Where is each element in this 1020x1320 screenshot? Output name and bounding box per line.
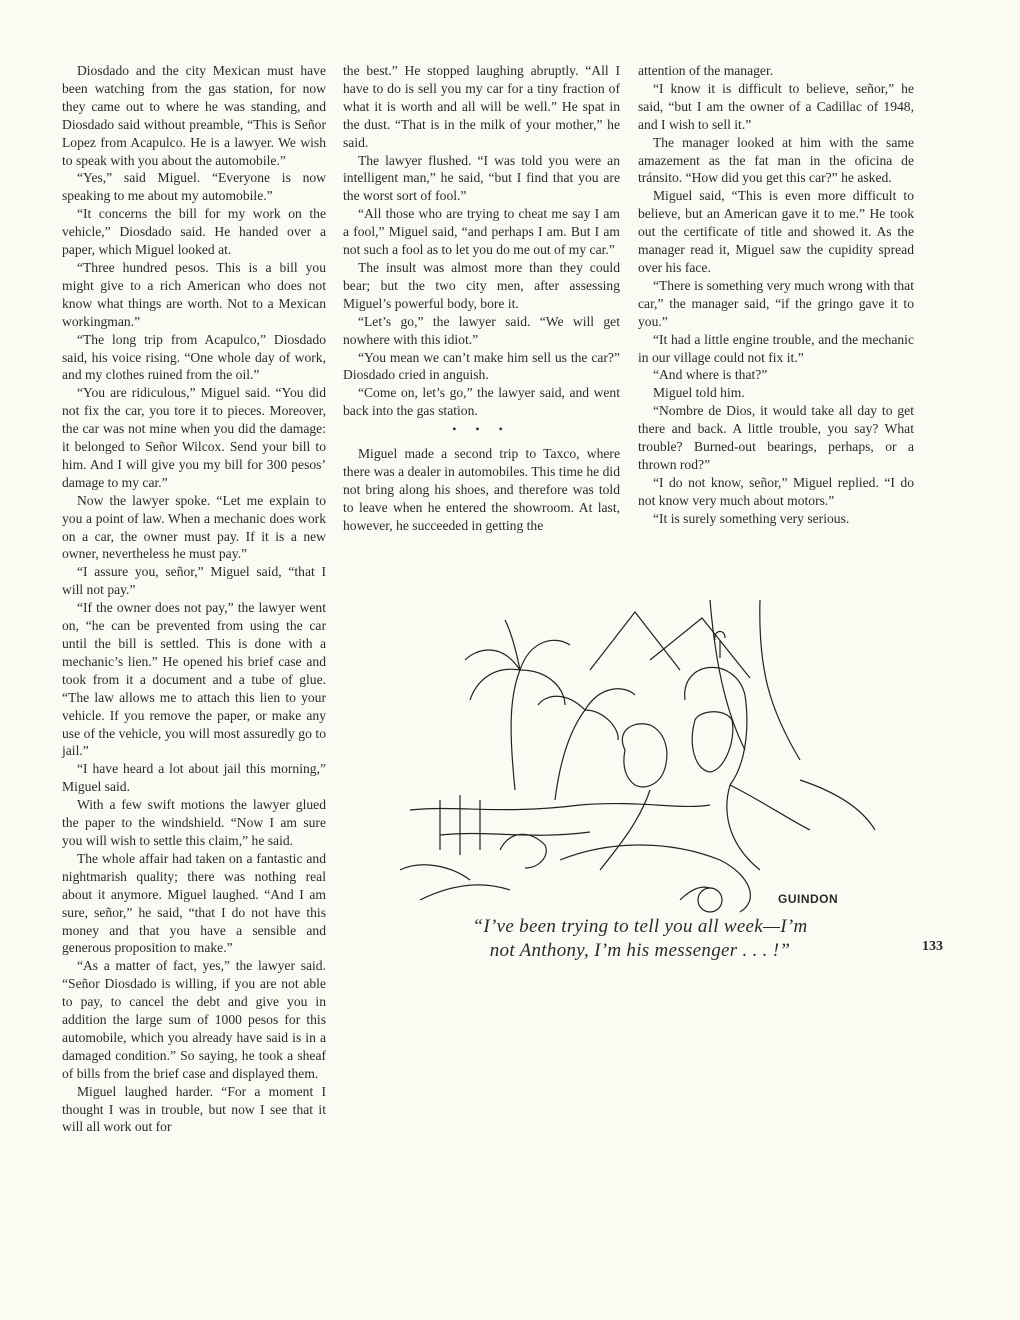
- paragraph: “Three hundred pesos. This is a bill you might give to a rich American who does not know what things are worth. Not to a Mexican workingman.”: [62, 259, 326, 329]
- paragraph: “If the owner does not pay,” the lawyer went on, “he can be prevented from using the car until the bill is settled. This is done with a mechanic’s lien.” He opened his brief case and took from it a document and a tube of glue. “The law allows me to attach this lien to your vehicle. If you remove the paper, or make any use of the vehicle, you will most assuredly go to jail.”: [62, 600, 326, 759]
- paragraph: “All those who are trying to cheat me say I am a fool,” Miguel said, “and perhaps I am. But I am not such a fool as to let you do me out of my car.”: [343, 206, 620, 258]
- paragraph: “You are ridiculous,” Miguel said. “You did not fix the car, you tore it to pieces. Moreover, the car was not mine when you did the damage: it belonged to Señor Wilcox. Send your bill to him. And I will give you my bill for 300 pesos’ damage to my car.”: [62, 385, 326, 490]
- paragraph: “Nombre de Dios, it would take all day to get there and back. A little trouble, you say? What trouble? Burned-out bearings, perhaps, or a thrown rod?”: [638, 403, 914, 472]
- paragraph: “It is surely something very serious.: [652, 510, 850, 526]
- paragraph: The insult was almost more than they could bear; but the two city men, after assessing Miguel’s powerful body, bore it.: [343, 259, 620, 311]
- text-column-2-bottom: [343, 445, 620, 535]
- cartoon-illustration: [380, 600, 880, 920]
- paragraph: “I do not know, señor,” Miguel replied. “I do not know very much about motors.”: [638, 474, 914, 508]
- paragraph: “Let’s go,” the lawyer said. “We will get nowhere with this idiot.”: [343, 313, 620, 347]
- paragraph: “I have heard a lot about jail this morning,” Miguel said.: [62, 761, 326, 795]
- paragraph: Diosdado and the city Mexican must have been watching from the gas station, for now they came out to where he was standing, and Diosdado said without preamble, “This is Señor Lopez from Acapulco. He is a lawyer. We wish to speak with you about the automobile.”: [62, 63, 326, 168]
- page-number: 133: [922, 939, 943, 954]
- paragraph: “It had a little engine trouble, and the mechanic in our village could not fix it.”: [638, 331, 914, 365]
- paragraph: “Yes,” said Miguel. “Everyone is now speaking to me about my automobile.”: [62, 170, 326, 204]
- paragraph: “Come on, let’s go,” the lawyer said, and went back into the gas station.: [343, 385, 620, 419]
- paragraph: the best.” He stopped laughing abruptly. “All I have to do is sell you my car for a tiny fraction of what it is worth and all will be well.” He spat in the dust. “That is in the milk of your mother,” he said.: [343, 63, 620, 150]
- cartoon-caption: [400, 915, 880, 963]
- section-separator: • • •: [452, 422, 511, 437]
- paragraph: “As a matter of fact, yes,” the lawyer said. “Señor Diosdado is willing, if you are not able to pay, to cancel the debt and give you in addition the large sum of 1000 pesos for this automobile, which you already have said is in a damaged condition.” So saying, he took a sheaf of bills from the brief case and displayed them.: [62, 958, 326, 1081]
- paragraph: “You mean we can’t make him sell us the car?” Diosdado cried in anguish.: [343, 349, 620, 383]
- paragraph: With a few swift motions the lawyer glued the paper to the windshield. “Now I am sure you will wish to settle this claim,” he said.: [62, 797, 326, 848]
- paragraph: Miguel told him.: [652, 385, 745, 401]
- paragraph: The whole affair had taken on a fantastic and nightmarish quality; there was nothing real about it anymore. Miguel laughed. “And I am sure, señor,” he said, “that I do not have this money and that you have a sensible and generous proposition to make.”: [62, 850, 326, 956]
- caption-line-1: “I’ve been trying to tell you all week—I’m: [472, 916, 808, 937]
- paragraph: “I assure you, señor,” Miguel said, “that I will not pay.”: [62, 564, 326, 598]
- paragraph: attention of the manager.: [638, 63, 774, 78]
- paragraph: “I know it is difficult to believe, señor,” he said, “but I am the owner of a Cadillac of 1948, and I wish to sell it.”: [638, 80, 914, 132]
- text-column-2: [343, 62, 620, 535]
- paragraph: Miguel laughed harder. “For a moment I thought I was in trouble, but now I see that it will all work out for: [62, 1083, 326, 1135]
- caption-line-2: not Anthony, I’m his messenger . . . !”: [489, 940, 791, 961]
- paragraph: Now the lawyer spoke. “Let me explain to you a point of law. When a mechanic does work on a car, the owner must pay. If it is a new owner, nevertheless he must pay.”: [62, 492, 326, 562]
- paragraph: Miguel made a second trip to Taxco, where there was a dealer in automobiles. This time he did not bring along his shoes, and therefore was told to leave when he entered the showroom. At last, however, he succeeded in getting the: [343, 446, 620, 533]
- artist-signature: GUINDON: [778, 892, 839, 906]
- paragraph: The lawyer flushed. “I was told you were an intelligent man,” he said, “but I find that you are the worst sort of fool.”: [343, 152, 620, 204]
- text-column-3: [638, 62, 914, 528]
- paragraph: “It concerns the bill for my work on the vehicle,” Diosdado said. He handed over a paper, which Miguel looked at.: [62, 206, 326, 258]
- paragraph: The manager looked at him with the same amazement as the fat man in the oficina de tránsito. “How did you get this car?” he asked.: [638, 134, 914, 186]
- text-column-1: [62, 62, 326, 1136]
- paragraph: “The long trip from Acapulco,” Diosdado said, his voice rising. “One whole day of work, and my clothes ruined from the oil.”: [62, 331, 326, 383]
- paragraph: “There is something very much wrong with that car,” the manager said, “if the gringo gave it to you.”: [638, 277, 914, 329]
- text-column-2-top: [343, 62, 620, 420]
- paragraph: “And where is that?”: [652, 367, 768, 383]
- paragraph: Miguel said, “This is even more difficult to believe, but an American gave it to me.” He took out the certificate of title and showed it. As the manager read it, Miguel saw the cupidity spread over his face.: [638, 188, 914, 275]
